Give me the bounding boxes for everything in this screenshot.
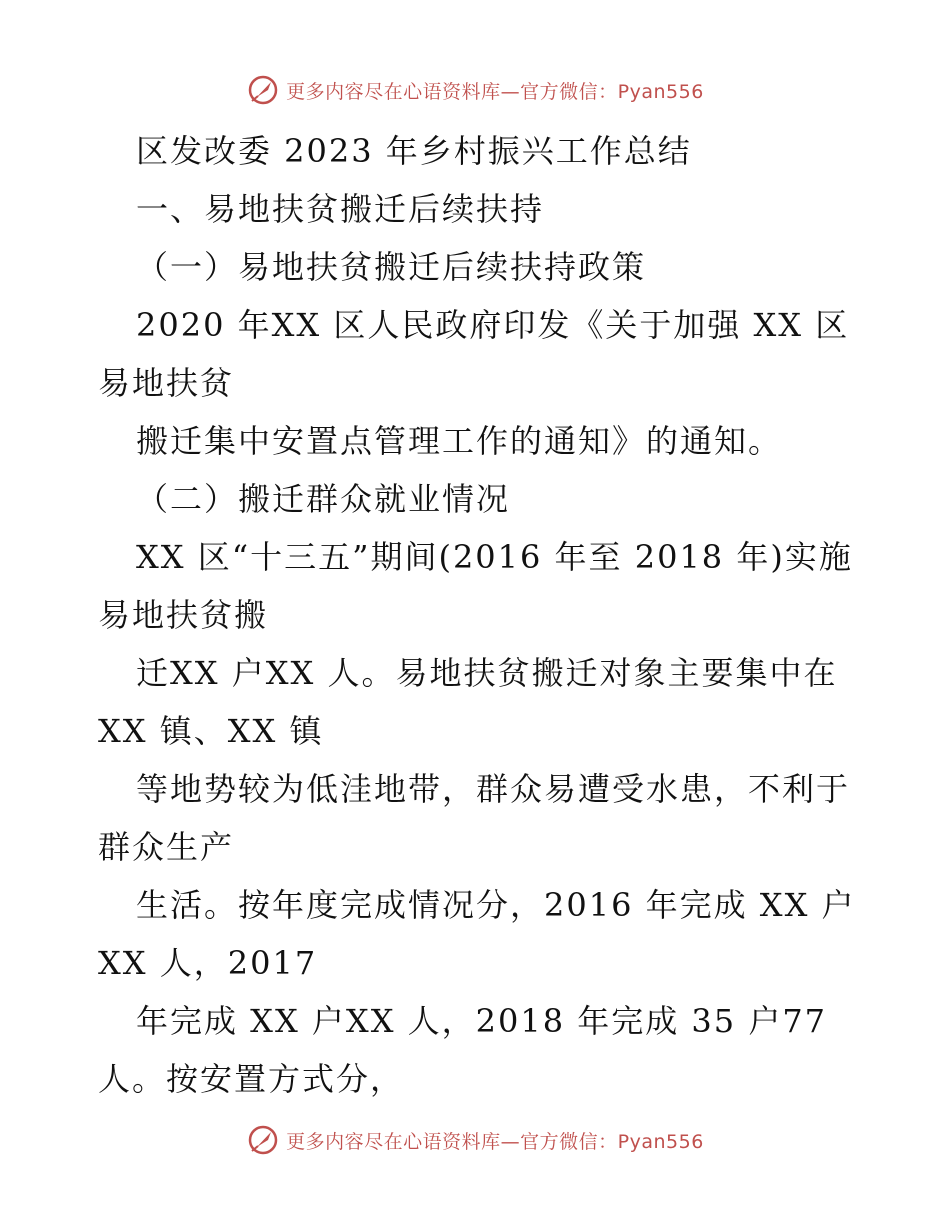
document-title: 区发改委 2023 年乡村振兴工作总结 xyxy=(136,132,692,170)
document-body xyxy=(98,122,858,1108)
paragraph-line: 搬迁集中安置点管理工作的通知》的通知。 xyxy=(136,422,783,460)
subsection-heading: （二）搬迁群众就业情况 xyxy=(136,480,511,518)
watermark-text: 更多内容尽在心语资料库—官方微信：Pyan556 xyxy=(286,1130,704,1153)
quill-pen-circle-icon xyxy=(246,1123,280,1157)
quill-pen-circle-icon xyxy=(246,73,280,107)
paragraph-line: 等地势较为低洼地带，群众易遭受水患，不利于 xyxy=(136,770,851,808)
paragraph-line: 迁XX 户XX 人。易地扶贫搬迁对象主要集中在 xyxy=(136,654,838,692)
paragraph-line: 生活。按年度完成情况分，2016 年完成 XX 户 xyxy=(136,886,856,924)
paragraph-line: 群众生产 xyxy=(98,828,235,866)
paragraph-line: 易地扶贫 xyxy=(98,364,235,402)
section-heading: 一、易地扶贫搬迁后续扶持 xyxy=(136,190,545,228)
header-watermark xyxy=(0,70,950,110)
paragraph-line: 2020 年XX 区人民政府印发《关于加强 XX 区 xyxy=(136,306,850,344)
paragraph-line: 年完成 XX 户XX 人，2018 年完成 35 户77 xyxy=(136,1002,828,1040)
subsection-heading: （一）易地扶贫搬迁后续扶持政策 xyxy=(136,248,647,286)
footer-watermark xyxy=(0,1120,950,1160)
paragraph-line: 易地扶贫搬 xyxy=(98,596,269,634)
watermark-text: 更多内容尽在心语资料库—官方微信：Pyan556 xyxy=(286,80,704,103)
paragraph-line: 人。按安置方式分， xyxy=(98,1060,405,1098)
paragraph-line: XX 人，2017 xyxy=(98,944,318,982)
paragraph-line: XX 镇、XX 镇 xyxy=(98,712,324,750)
paragraph-line: XX 区“十三五”期间(2016 年至 2018 年)实施 xyxy=(136,538,853,576)
